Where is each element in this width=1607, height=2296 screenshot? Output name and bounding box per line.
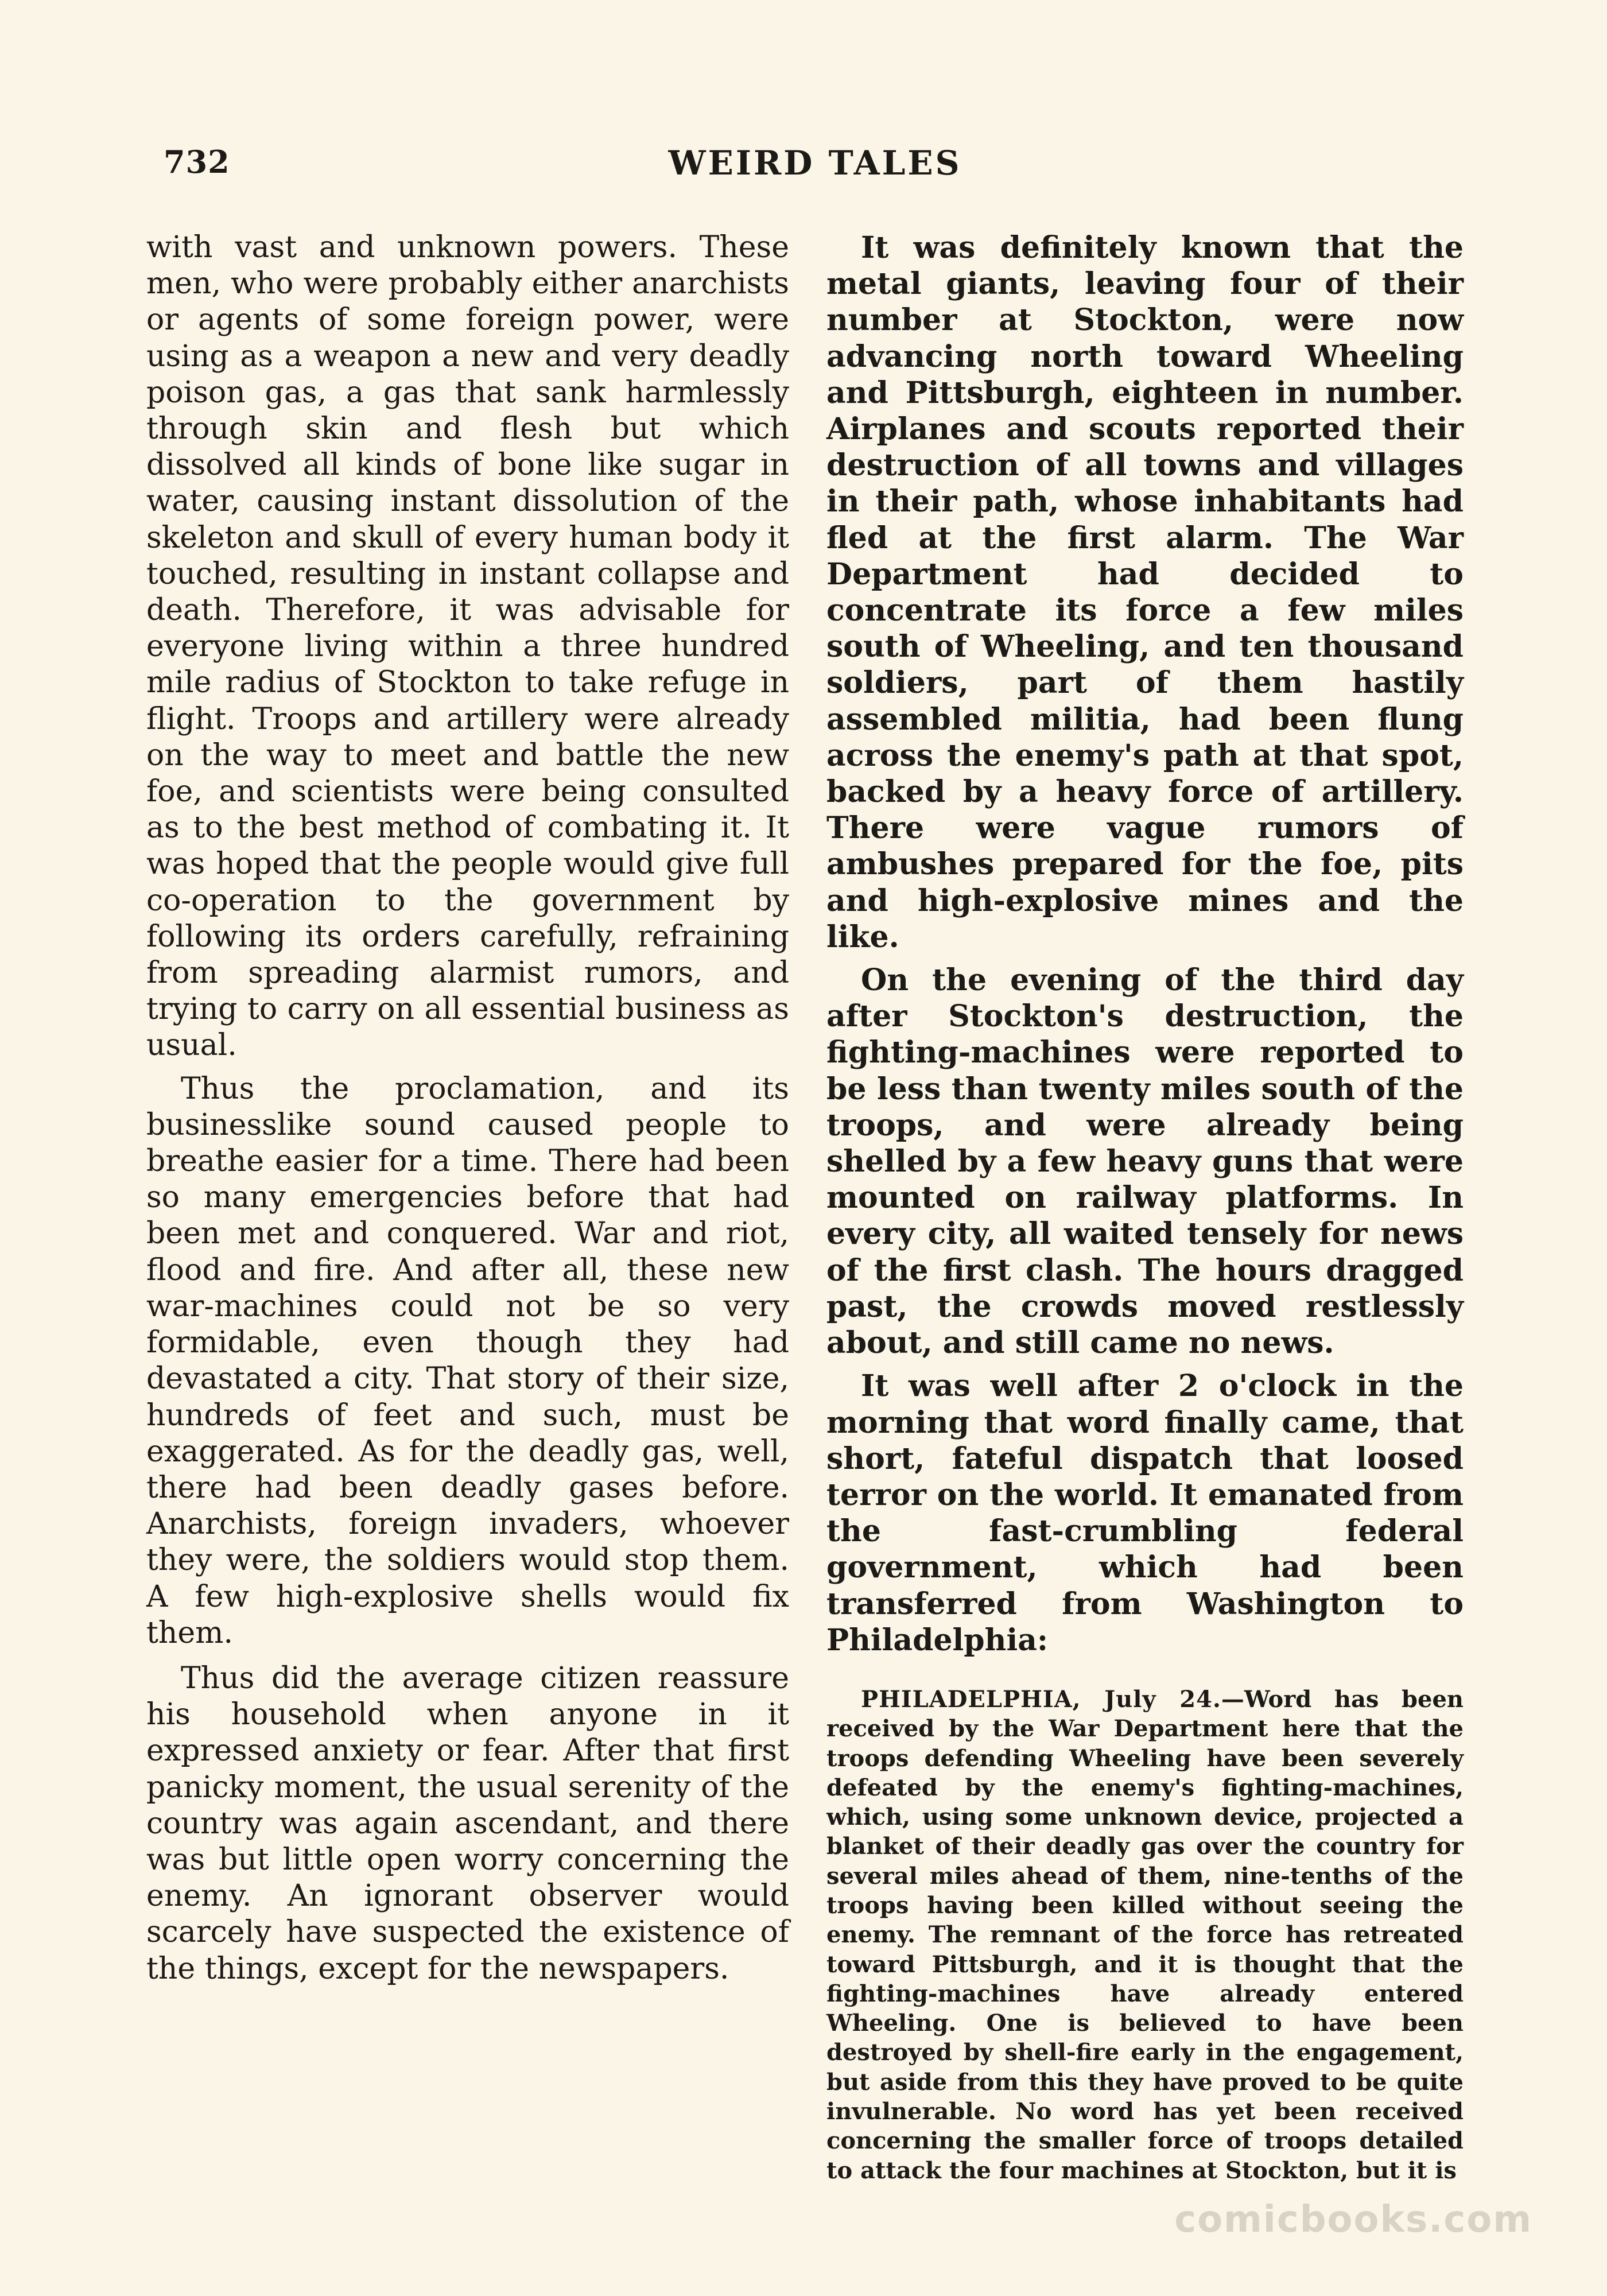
paragraph: It was definitely known that the metal giants, leaving four of their number at Stockton, were now advancing north toward Wheeling and Pittsburgh, eighteen in number. Airplanes and scouts reported their destruction of all towns and villages in their path, whose inhabitants had fled at the first alarm. The War Department had decided to concentrate its force a few miles south of Wheeling, and ten thousand soldiers, part of them hastily assembled militia, had been flung across the enemy's path at that spot, backed by a heavy force of artillery. There were vague rumors of ambushes prepared for the foe, pits and high-explosive mines and the like. <box>826 230 1464 955</box>
news-dispatch <box>826 1685 1464 2185</box>
paragraph: On the evening of the third day after Stockton's destruction, the fighting-machines were reported to be less than twenty miles south of the troops, and were already being shelled by a few heavy guns that were mounted on railway platforms. In every city, all waited tensely for news of the first clash. The hours dragged past, the crowds moved restlessly about, and still came no news. <box>826 963 1464 1361</box>
watermark: comicbooks.com <box>1174 2198 1532 2241</box>
page-number: 732 <box>164 144 230 180</box>
right-column <box>826 230 1464 2185</box>
paragraph: Thus did the average citizen reassure his household when anyone in it expressed anxiety or fear. After that first panicky moment, the usual serenity of the country was again ascendant, and there was but little open worry concerning the enemy. An ignorant observer would scarcely have suspected the existence of the things, except for the newspapers. <box>146 1661 789 1986</box>
magazine-title: WEIRD TALES <box>668 144 962 183</box>
left-column <box>146 230 789 1987</box>
paragraph: It was well after 2 o'clock in the morning that word finally came, that short, fateful dispatch that loosed terror on the world. It emanated from the fast-crumbling federal government, which had been transferred from Washington to Philadelphia: <box>826 1368 1464 1658</box>
paragraph: Thus the proclamation, and its businesslike sound caused people to breathe easier for a time. There had been so many emergencies before that had been met and conquered. War and riot, flood and fire. And after all, these new war-machines could not be so very formidable, even though they had devastated a city. That story of their size, hundreds of feet and such, must be exaggerated. As for the deadly gas, well, there had been deadly gases before. Anarchists, foreign invaders, whoever they were, the soldiers would stop them. A few high-explosive shells would fix them. <box>146 1071 789 1650</box>
dispatch-dateline: PHILADELPHIA, July 24. <box>861 1685 1221 1713</box>
paragraph: with vast and unknown powers. These men, who were probably either anarchists or agents of some foreign power, were using as a weapon a new and very deadly poison gas, a gas that sank harmlessly through skin and flesh but which dissolved all kinds of bone like sugar in water, causing instant dissolution of the skeleton and skull of every human body it touched, resulting in instant collapse and death. Therefore, it was advisable for everyone living within a three hundred mile radius of Stockton to take refuge in flight. Troops and artillery were already on the way to meet and battle the new foe, and scientists were being consulted as to the best method of combating it. It was hoped that the people would give full co-operation to the government by following its orders carefully, refraining from spreading alarmist rumors, and trying to carry on all essential business as usual. <box>146 230 789 1063</box>
dispatch-text: —Word has been received by the War Department here that the troops defending Wheeling have been severely defeated by the enemy's fighting-machines, which, using some unknown device, projected a blanket of their deadly gas over the country for several miles ahead of them, nine-tenths of the troops having been killed without seeing the enemy. The remnant of the force has retreated toward Pittsburgh, and it is thought that the fighting-machines have already entered Wheeling. One is believed to have been destroyed by shell-fire early in the engagement, but aside from this they have proved to be quite invulnerable. No word has yet been received concerning the smaller force of troops detailed to attack the four machines at Stockton, but it is <box>826 1685 1464 2184</box>
page-header <box>164 144 1466 189</box>
